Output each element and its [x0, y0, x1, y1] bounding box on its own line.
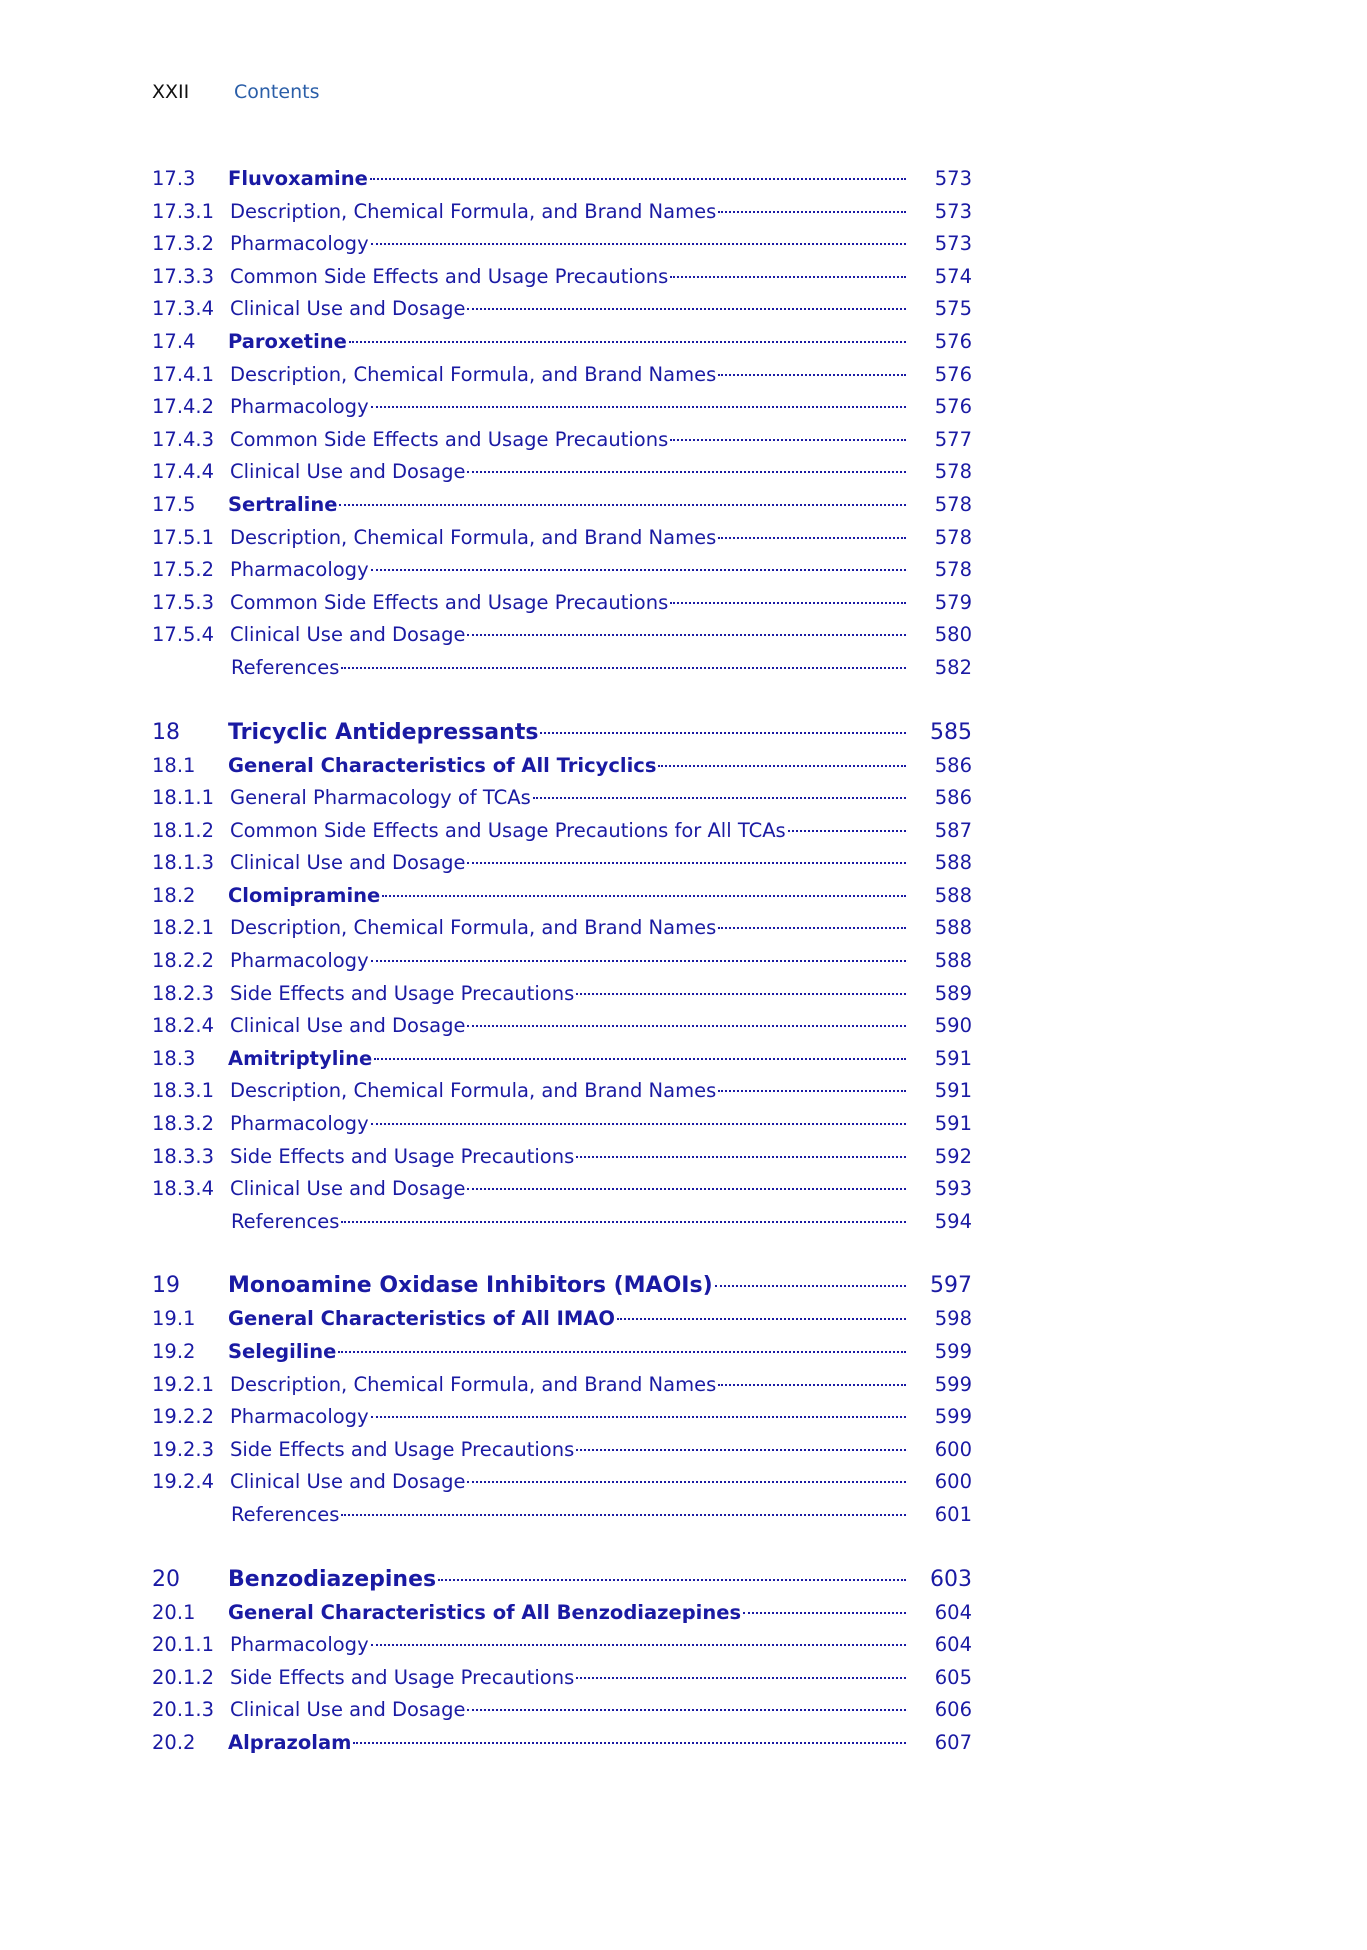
toc-entry-title: Side Effects and Usage Precautions — [230, 1665, 575, 1689]
toc-entry-page: 579 — [934, 590, 972, 614]
toc-entry-page: 599 — [934, 1405, 972, 1429]
toc-entry-section[interactable] — [152, 884, 972, 917]
toc-entry-page: 578 — [934, 558, 972, 582]
toc-entry-title: Pharmacology — [230, 232, 369, 256]
toc-entry-number: 17.3 — [152, 167, 196, 190]
toc-entry-title: Pharmacology — [230, 1112, 369, 1136]
toc-entry-section[interactable] — [152, 167, 972, 200]
dot-leader — [371, 1416, 906, 1418]
toc-entry-title: References — [231, 1502, 340, 1526]
toc-entry-title: Clinical Use and Dosage — [230, 623, 466, 647]
toc-entry-subsection[interactable] — [152, 1666, 972, 1699]
toc-entry-number: 20.2 — [152, 1730, 196, 1754]
toc-entry-subsection[interactable] — [152, 1079, 972, 1112]
toc-entry-references[interactable] — [152, 656, 972, 689]
toc-entry-title: References — [231, 1209, 340, 1233]
toc-entry-subsection[interactable] — [152, 200, 972, 233]
dot-leader — [576, 993, 906, 995]
toc-entry-number: 17.5.3 — [152, 590, 215, 614]
toc-entry-number: 18 — [152, 719, 180, 745]
dot-leader — [576, 1156, 906, 1158]
toc-entry-section[interactable] — [152, 754, 972, 787]
toc-entry-number: 18.3.2 — [152, 1112, 215, 1136]
toc-entry-page: 604 — [934, 1600, 972, 1624]
dot-leader — [467, 308, 906, 310]
toc-entry-page: 600 — [934, 1437, 972, 1461]
toc-entry-page: 597 — [930, 1273, 972, 1299]
toc-entry-subsection[interactable] — [152, 591, 972, 624]
toc-entry-section[interactable] — [152, 1731, 972, 1764]
toc-entry-number: 18.3.1 — [152, 1079, 215, 1103]
toc-entry-number: 18.3.3 — [152, 1144, 215, 1168]
toc-entry-chapter[interactable] — [152, 1273, 972, 1307]
toc-entry-title: Side Effects and Usage Precautions — [230, 1144, 575, 1168]
toc-entry-page: 599 — [934, 1372, 972, 1396]
toc-entry-subsection[interactable] — [152, 297, 972, 330]
toc-entry-subsection[interactable] — [152, 949, 972, 982]
toc-entry-title: Description, Chemical Formula, and Brand Names — [230, 916, 717, 940]
toc-entry-subsection[interactable] — [152, 460, 972, 493]
toc-entry-subsection[interactable] — [152, 851, 972, 884]
dot-leader — [438, 1579, 906, 1581]
toc-entry-number: 17.5 — [152, 492, 196, 516]
running-title: Contents — [234, 81, 320, 103]
toc-entry-page: 575 — [934, 297, 972, 321]
toc-entry-page: 573 — [934, 232, 972, 256]
toc-entry-number: 18.1 — [152, 753, 196, 777]
dot-leader — [658, 765, 906, 767]
toc-entry-subsection[interactable] — [152, 232, 972, 265]
toc-entry-number: 19.2.4 — [152, 1470, 215, 1494]
toc-entry-title: Amitriptyline — [228, 1046, 373, 1070]
dot-leader — [718, 374, 906, 376]
toc-entry-title: Clinical Use and Dosage — [230, 460, 466, 484]
toc-entry-references[interactable] — [152, 1503, 972, 1536]
toc-entry-page: 592 — [934, 1144, 972, 1168]
dot-leader — [371, 406, 906, 408]
toc-entry-subsection[interactable] — [152, 916, 972, 949]
dot-leader — [718, 927, 906, 929]
toc-entry-title: General Characteristics of All IMAO — [228, 1307, 615, 1331]
toc-entry-subsection[interactable] — [152, 558, 972, 591]
toc-entry-number: 18.1.1 — [152, 786, 215, 810]
dot-leader — [374, 1058, 906, 1060]
toc-entry-page: 586 — [934, 786, 972, 810]
dot-leader — [533, 797, 906, 799]
toc-entry-subsection[interactable] — [152, 1145, 972, 1178]
toc-entry-subsection[interactable] — [152, 1112, 972, 1145]
toc-entry-subsection[interactable] — [152, 623, 972, 656]
toc-entry-title: Clinical Use and Dosage — [230, 1470, 466, 1494]
toc-entry-title: Clinical Use and Dosage — [230, 297, 466, 321]
dot-leader — [718, 537, 906, 539]
toc-entry-page: 576 — [934, 395, 972, 419]
dot-leader — [715, 1285, 906, 1287]
toc-entry-title: Alprazolam — [228, 1730, 352, 1754]
dot-leader — [467, 1709, 906, 1711]
toc-entry-page: 580 — [934, 623, 972, 647]
toc-entry-page: 593 — [934, 1177, 972, 1201]
dot-leader — [467, 471, 906, 473]
toc-entry-title: References — [231, 655, 340, 679]
dot-leader — [382, 895, 906, 897]
toc-entry-page: 577 — [934, 427, 972, 451]
toc-entry-title: Description, Chemical Formula, and Brand Names — [230, 1372, 717, 1396]
toc-entry-subsection[interactable] — [152, 363, 972, 396]
toc-entry-title: General Characteristics of All Benzodiazepines — [228, 1600, 742, 1624]
dot-leader — [371, 960, 906, 962]
toc-entry-title: General Pharmacology of TCAs — [230, 786, 531, 810]
toc-entry-title: Pharmacology — [230, 558, 369, 582]
toc-entry-title: Paroxetine — [228, 329, 347, 353]
toc-entry-number: 17.5.4 — [152, 623, 215, 647]
toc-entry-page: 589 — [934, 981, 972, 1005]
toc-entry-title: Monoamine Oxidase Inhibitors (MAOIs) — [228, 1273, 713, 1299]
toc-entry-title: Description, Chemical Formula, and Brand Names — [230, 362, 717, 386]
page-number: XXII — [152, 81, 190, 103]
dot-leader — [341, 1221, 906, 1223]
chapter-spacer — [152, 689, 972, 720]
toc-entry-chapter[interactable] — [152, 1567, 972, 1601]
toc-entry-subsection[interactable] — [152, 786, 972, 819]
toc-entry-title: Clomipramine — [228, 883, 381, 907]
dot-leader — [467, 1188, 906, 1190]
toc-entry-page: 582 — [934, 655, 972, 679]
toc-entry-number: 19.2 — [152, 1340, 196, 1363]
dot-leader — [370, 178, 906, 180]
dot-leader — [371, 1644, 906, 1646]
toc-entry-page: 576 — [934, 329, 972, 353]
toc-entry-number: 20.1.2 — [152, 1665, 215, 1689]
dot-leader — [718, 1090, 906, 1092]
toc-entry-subsection[interactable] — [152, 1698, 972, 1731]
dot-leader — [718, 1384, 906, 1386]
dot-leader — [670, 439, 906, 441]
dot-leader — [540, 732, 906, 734]
dot-leader — [743, 1612, 906, 1614]
toc-entry-title: Pharmacology — [230, 949, 369, 973]
toc-entry-page: 605 — [934, 1665, 972, 1689]
toc-entry-title: Common Side Effects and Usage Precautions — [230, 590, 669, 614]
toc-entry-title: Clinical Use and Dosage — [230, 1698, 466, 1722]
toc-entry-page: 573 — [934, 199, 972, 223]
toc-entry-title: Pharmacology — [230, 1633, 369, 1657]
toc-entry-number: 17.4 — [152, 329, 196, 353]
toc-entry-section[interactable] — [152, 493, 972, 526]
toc-entry-number: 19.2.1 — [152, 1372, 215, 1396]
dot-leader — [349, 341, 906, 343]
toc-entry-number: 19.2.2 — [152, 1405, 215, 1429]
toc-entry-title: Benzodiazepines — [228, 1566, 437, 1592]
dot-leader — [371, 243, 906, 245]
toc-entry-title: Pharmacology — [230, 395, 369, 419]
toc-entry-page: 578 — [934, 492, 972, 516]
toc-entry-number: 17.4.4 — [152, 460, 215, 484]
toc-entry-subsection[interactable] — [152, 819, 972, 852]
toc-entry-title: Common Side Effects and Usage Precautions — [230, 427, 669, 451]
toc-entry-number: 18.2.1 — [152, 916, 215, 940]
dot-leader — [371, 1123, 906, 1125]
toc-entry-title: Side Effects and Usage Precautions — [230, 981, 575, 1005]
toc-entry-page: 590 — [934, 1014, 972, 1038]
toc-entry-page: 607 — [934, 1730, 972, 1754]
toc-entry-title: Pharmacology — [230, 1405, 369, 1429]
toc-entry-number: 19.1 — [152, 1307, 196, 1331]
toc-entry-page: 578 — [934, 525, 972, 549]
toc-entry-number: 20.1 — [152, 1600, 196, 1624]
toc-entry-number: 20.1.1 — [152, 1633, 215, 1657]
toc-entry-page: 588 — [934, 916, 972, 940]
toc-entry-subsection[interactable] — [152, 395, 972, 428]
toc-entry-section[interactable] — [152, 1601, 972, 1634]
toc-entry-page: 594 — [934, 1209, 972, 1233]
toc-entry-page: 599 — [934, 1340, 972, 1363]
toc-entry-section[interactable] — [152, 1307, 972, 1340]
toc-entry-page: 585 — [930, 719, 972, 745]
toc-entry-page: 586 — [934, 753, 972, 777]
toc-entry-references[interactable] — [152, 1210, 972, 1243]
dot-leader — [576, 1449, 906, 1451]
toc-entry-page: 603 — [930, 1566, 972, 1592]
toc-entry-section[interactable] — [152, 1047, 972, 1080]
toc-entry-page: 588 — [934, 949, 972, 973]
dot-leader — [617, 1318, 906, 1320]
toc-entry-number: 17.4.3 — [152, 427, 215, 451]
toc-entry-page: 606 — [934, 1698, 972, 1722]
dot-leader — [353, 1742, 906, 1744]
dot-leader — [341, 1514, 906, 1516]
dot-leader — [467, 862, 906, 864]
toc-entry-number: 17.4.1 — [152, 362, 215, 386]
toc-entry-number: 20 — [152, 1566, 180, 1592]
toc-entry-subsection[interactable] — [152, 1438, 972, 1471]
toc-entry-subsection[interactable] — [152, 1373, 972, 1406]
dot-leader — [467, 1481, 906, 1483]
toc-entry-number: 17.3.4 — [152, 297, 215, 321]
toc-entry-page: 588 — [934, 883, 972, 907]
toc-entry-number: 18.3.4 — [152, 1177, 215, 1201]
toc-entry-page: 601 — [934, 1502, 972, 1526]
dot-leader — [341, 667, 906, 669]
toc-entry-chapter[interactable] — [152, 720, 972, 754]
toc-entry-page: 600 — [934, 1470, 972, 1494]
dot-leader — [718, 211, 906, 213]
toc-entry-title: Fluvoxamine — [228, 167, 368, 190]
toc-entry-subsection[interactable] — [152, 265, 972, 298]
toc-entry-number: 18.2.4 — [152, 1014, 215, 1038]
table-of-contents — [152, 167, 972, 1764]
toc-entry-number: 18.2.3 — [152, 981, 215, 1005]
toc-entry-page: 598 — [934, 1307, 972, 1331]
dot-leader — [576, 1677, 906, 1679]
toc-entry-page: 573 — [934, 167, 972, 190]
toc-entry-subsection[interactable] — [152, 526, 972, 559]
chapter-spacer — [152, 1242, 972, 1273]
toc-entry-title: Clinical Use and Dosage — [230, 851, 466, 875]
dot-leader — [670, 602, 906, 604]
dot-leader — [788, 830, 906, 832]
toc-entry-number: 19.2.3 — [152, 1437, 215, 1461]
toc-entry-title: Selegiline — [228, 1340, 337, 1363]
toc-entry-section[interactable] — [152, 1340, 972, 1373]
toc-entry-page: 591 — [934, 1079, 972, 1103]
toc-entry-number: 18.1.3 — [152, 851, 215, 875]
toc-entry-subsection[interactable] — [152, 1405, 972, 1438]
toc-entry-title: Side Effects and Usage Precautions — [230, 1437, 575, 1461]
toc-entry-page: 574 — [934, 264, 972, 288]
page-header — [152, 78, 319, 106]
toc-entry-number: 17.3.2 — [152, 232, 215, 256]
toc-entry-number: 17.4.2 — [152, 395, 215, 419]
dot-leader — [371, 569, 906, 571]
toc-entry-number: 17.3.3 — [152, 264, 215, 288]
toc-entry-title: Common Side Effects and Usage Precautions for All TCAs — [230, 818, 786, 842]
toc-entry-section[interactable] — [152, 330, 972, 363]
toc-entry-subsection[interactable] — [152, 1633, 972, 1666]
toc-entry-page: 604 — [934, 1633, 972, 1657]
toc-entry-title: Description, Chemical Formula, and Brand Names — [230, 199, 717, 223]
toc-entry-subsection[interactable] — [152, 1470, 972, 1503]
toc-entry-title: Clinical Use and Dosage — [230, 1014, 466, 1038]
toc-entry-number: 20.1.3 — [152, 1698, 215, 1722]
toc-entry-page: 591 — [934, 1112, 972, 1136]
toc-entry-title: Tricyclic Antidepressants — [228, 719, 539, 745]
toc-entry-subsection[interactable] — [152, 1014, 972, 1047]
toc-entry-number: 17.3.1 — [152, 199, 215, 223]
toc-entry-title: Description, Chemical Formula, and Brand Names — [230, 1079, 717, 1103]
toc-entry-page: 578 — [934, 460, 972, 484]
toc-entry-page: 587 — [934, 818, 972, 842]
dot-leader — [339, 504, 906, 506]
toc-entry-number: 19 — [152, 1273, 180, 1299]
dot-leader — [670, 276, 906, 278]
toc-entry-title: Clinical Use and Dosage — [230, 1177, 466, 1201]
toc-entry-number: 17.5.2 — [152, 558, 215, 582]
toc-entry-title: Sertraline — [228, 492, 338, 516]
toc-entry-subsection[interactable] — [152, 428, 972, 461]
toc-entry-number: 18.1.2 — [152, 818, 215, 842]
toc-entry-title: General Characteristics of All Tricyclics — [228, 753, 657, 777]
toc-entry-number: 18.3 — [152, 1046, 196, 1070]
toc-entry-title: Description, Chemical Formula, and Brand Names — [230, 525, 717, 549]
dot-leader — [467, 1025, 906, 1027]
chapter-spacer — [152, 1536, 972, 1567]
toc-entry-title: Common Side Effects and Usage Precautions — [230, 264, 669, 288]
toc-entry-subsection[interactable] — [152, 1177, 972, 1210]
toc-entry-number: 18.2 — [152, 883, 196, 907]
toc-entry-page: 576 — [934, 362, 972, 386]
dot-leader — [467, 634, 906, 636]
toc-entry-page: 588 — [934, 851, 972, 875]
toc-entry-page: 591 — [934, 1046, 972, 1070]
toc-entry-number: 17.5.1 — [152, 525, 215, 549]
toc-entry-number: 18.2.2 — [152, 949, 215, 973]
dot-leader — [338, 1351, 906, 1353]
toc-entry-subsection[interactable] — [152, 982, 972, 1015]
